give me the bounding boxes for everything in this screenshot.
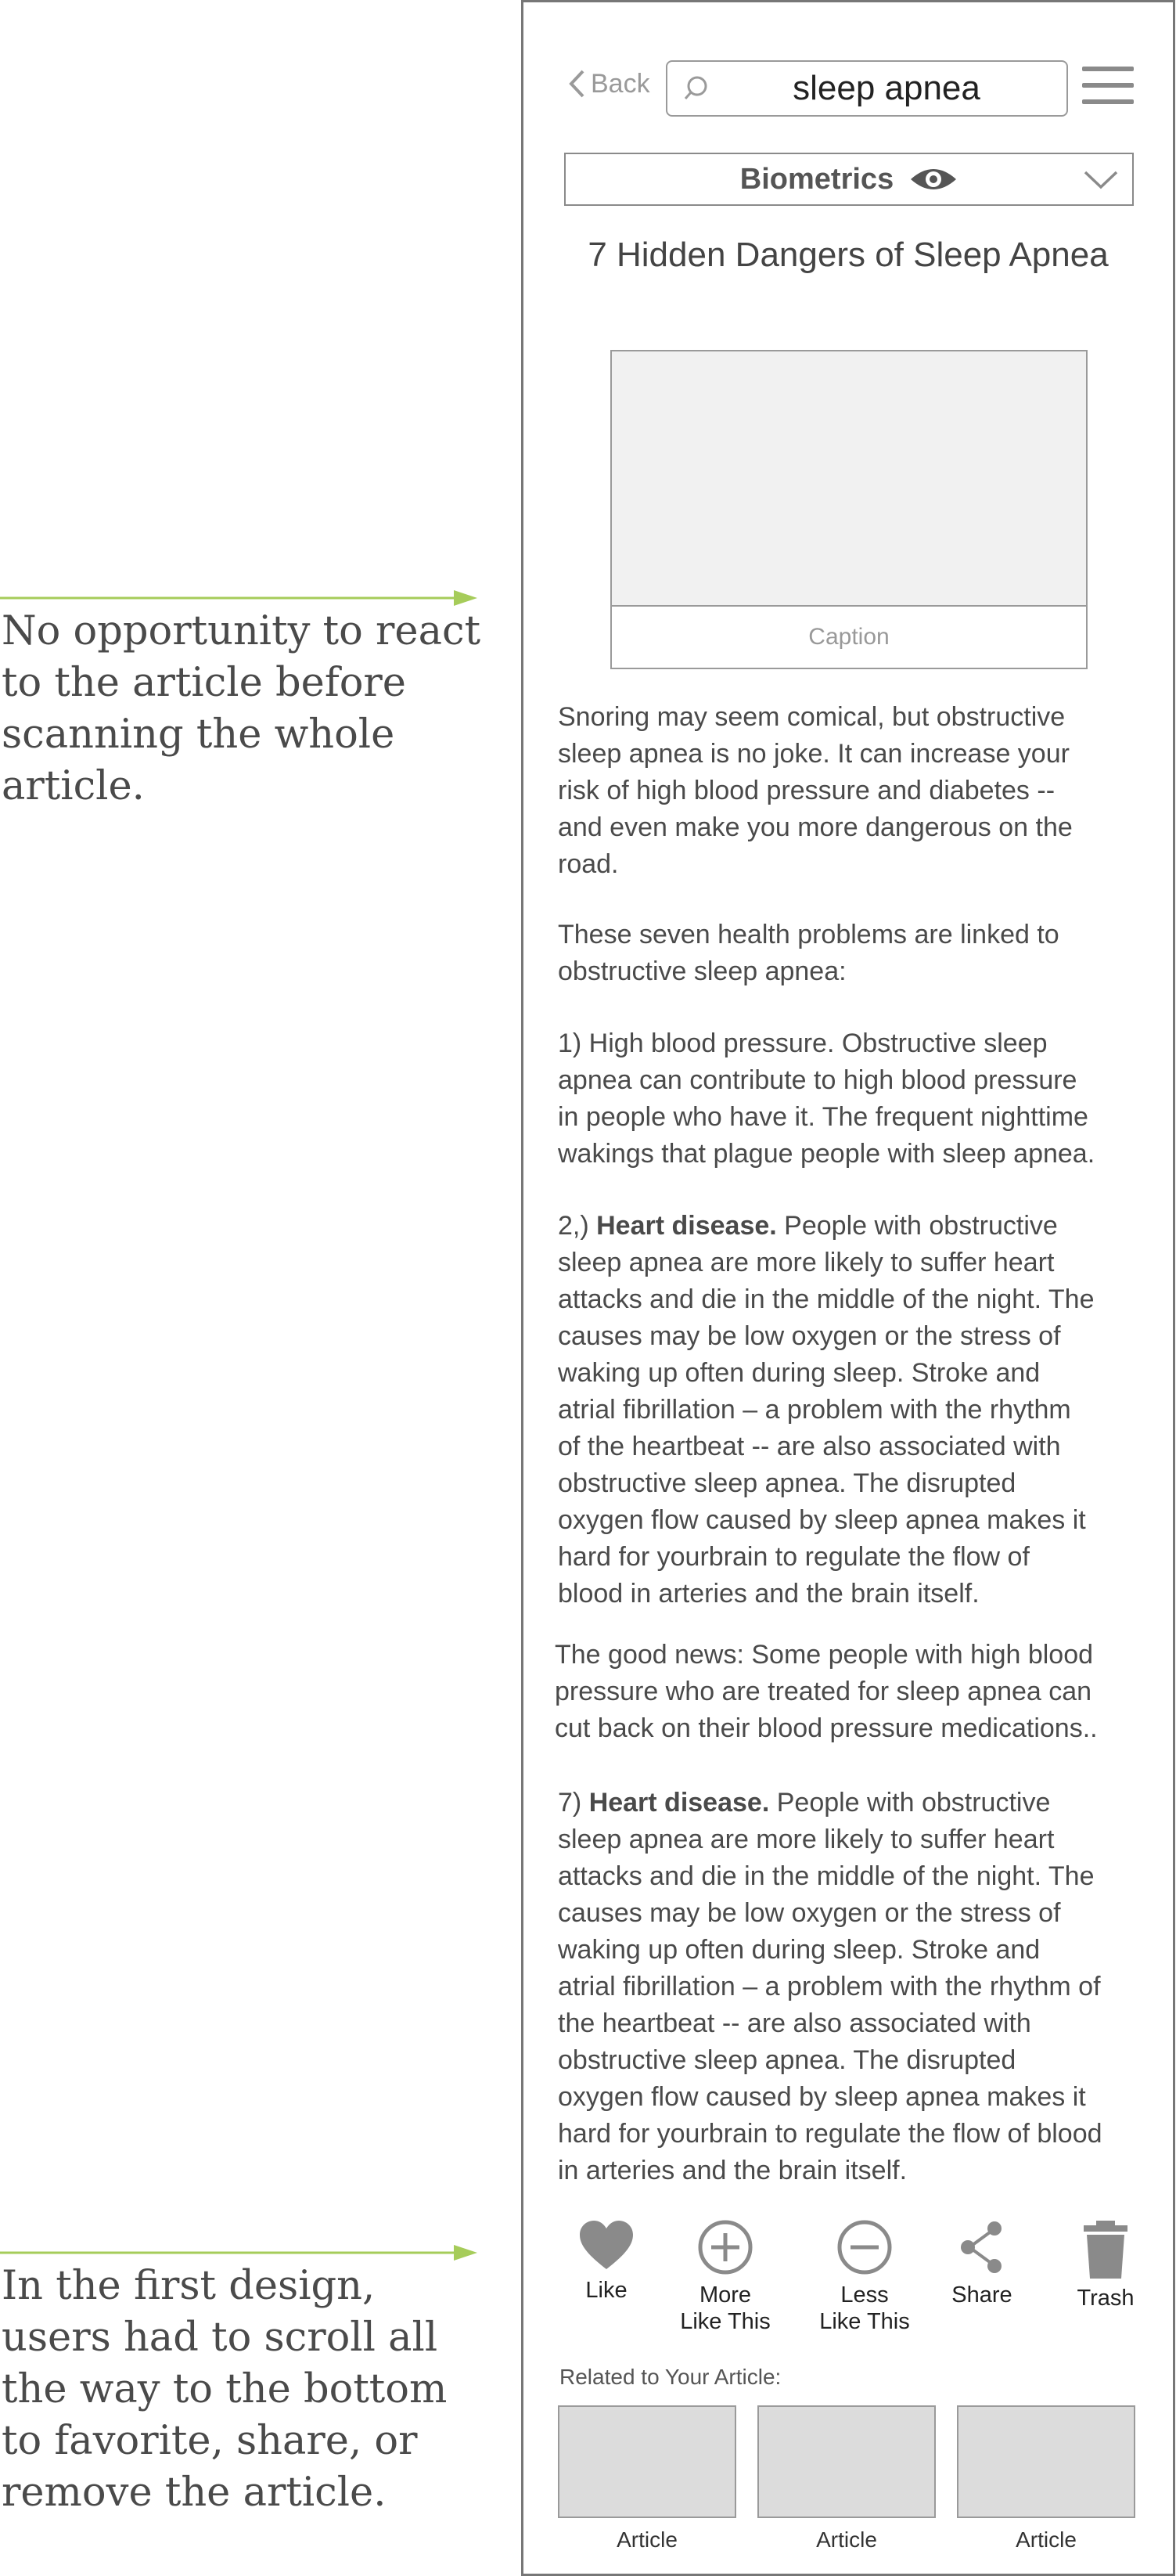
paragraph-item-1: 1) High blood pressure. Obstructive sleep apnea can contribute to high blood pressure in people who have it. The frequent nighttime wakings that plague people with sleep apnea. bbox=[558, 1029, 1095, 1169]
share-label: Share bbox=[951, 2282, 1012, 2308]
heart-icon bbox=[578, 2219, 635, 2271]
paragraph-good-news: The good news: Some people with high blood pressure who are treated for sleep apnea can cut back on their blood pressure medications.. bbox=[555, 1640, 1098, 1743]
more-like-this-button[interactable]: More Like This bbox=[671, 2219, 780, 2335]
like-button[interactable] bbox=[552, 2219, 661, 2304]
share-icon bbox=[954, 2219, 1010, 2275]
action-bar bbox=[552, 2219, 1146, 2344]
minus-circle-icon bbox=[836, 2219, 893, 2275]
related-article-label[interactable]: Article bbox=[816, 2527, 877, 2552]
related-article-thumbnail[interactable] bbox=[957, 2405, 1135, 2518]
like-label: Like bbox=[585, 2278, 628, 2303]
less-like-this-button[interactable]: Less Like This bbox=[810, 2219, 919, 2335]
back-button[interactable] bbox=[567, 68, 650, 99]
search-bar[interactable] bbox=[666, 60, 1068, 117]
paragraph-item-2: 2,) Heart disease. People with obstructive sleep apnea are more likely to suffer heart attacks and die in the middle of the night. The causes may be low oxygen or the stress of waking up often during sleep. Stroke and atrial fibrillation – a problem with the rhythm of the heartbeat -- are also associated with obstructive sleep apnea. The disrupted oxygen flow caused by sleep apnea makes it hard for yourbrain to regulate the flow of blood in arteries and the brain itself. bbox=[558, 1211, 1095, 1609]
annotation-note-bottom: In the first design, users had to scroll all the way to the bottom to favorite, share, or remove the article. bbox=[2, 2263, 448, 2516]
filter-label: Biometrics bbox=[739, 162, 894, 196]
paragraph-item-7: 7) Heart disease. People with obstructive sleep apnea are more likely to suffer heart attacks and die in the middle of the night. The causes may be low oxygen or the stress of waking up often during sleep. Stroke and atrial fibrillation – a problem with the rhythm of the heartbeat -- are also associated with obstructive sleep apnea. The disrupted oxygen flow caused by sleep apnea makes it hard for yourbrain to regulate the flow of blood in arteries and the brain itself. bbox=[558, 1788, 1102, 2185]
plus-circle-icon bbox=[697, 2219, 753, 2275]
back-label: Back bbox=[591, 68, 650, 99]
chevron-down-icon[interactable] bbox=[1084, 170, 1118, 190]
filter-dropdown[interactable] bbox=[564, 153, 1134, 206]
related-heading: Related to Your Article: bbox=[559, 2365, 782, 2389]
article-title: 7 Hidden Dangers of Sleep Apnea bbox=[588, 236, 1109, 274]
paragraph-list-intro: These seven health problems are linked to obstructive sleep apnea: bbox=[558, 920, 1059, 986]
search-input[interactable]: sleep apnea bbox=[793, 69, 980, 107]
image-caption: Caption bbox=[610, 605, 1088, 669]
hamburger-menu-icon[interactable] bbox=[1082, 67, 1134, 107]
related-article-thumbnail[interactable] bbox=[757, 2405, 936, 2518]
phone-frame bbox=[521, 0, 1175, 2576]
annotation-arrow-top bbox=[0, 589, 479, 607]
paragraph-intro: Snoring may seem comical, but obstructive sleep apnea is no joke. It can increase your risk of high blood pressure and diabetes -- and even make you more dangerous on the road. bbox=[558, 702, 1073, 879]
related-article-label[interactable]: Article bbox=[1016, 2527, 1077, 2552]
related-article-thumbnail[interactable] bbox=[558, 2405, 736, 2518]
eye-icon[interactable] bbox=[909, 164, 958, 195]
annotation-note-top: No opportunity to react to the article before scanning the whole article. bbox=[2, 608, 481, 809]
trash-icon bbox=[1077, 2219, 1134, 2279]
trash-button[interactable] bbox=[1051, 2219, 1160, 2311]
related-article-label[interactable]: Article bbox=[617, 2527, 678, 2552]
share-button[interactable] bbox=[927, 2219, 1037, 2308]
chevron-left-icon bbox=[567, 68, 586, 99]
search-icon bbox=[667, 69, 722, 108]
annotation-arrow-bottom bbox=[0, 2243, 479, 2262]
trash-label: Trash bbox=[1077, 2286, 1135, 2311]
